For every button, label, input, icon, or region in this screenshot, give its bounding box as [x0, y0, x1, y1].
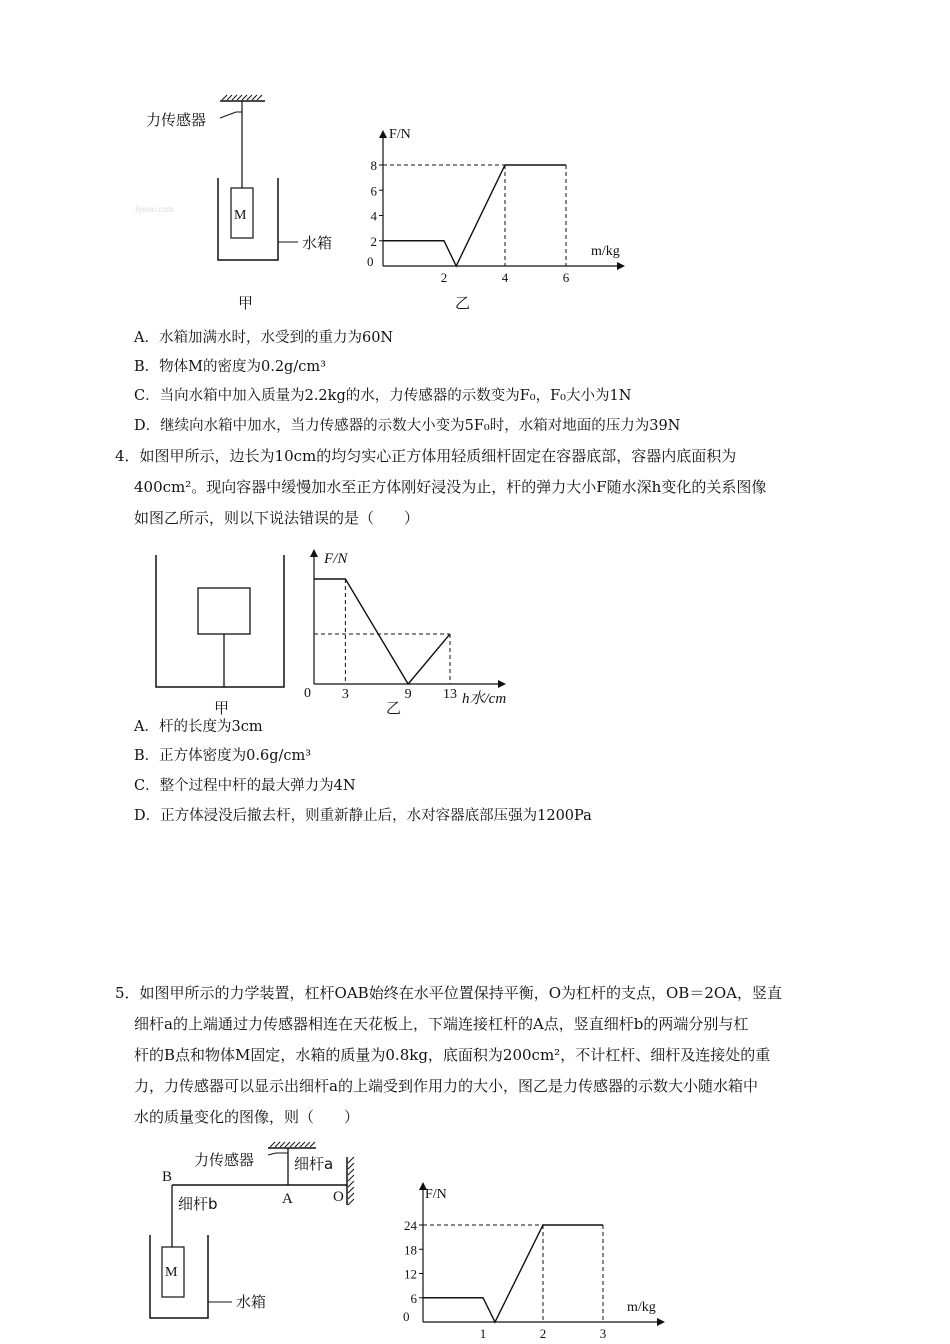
q5-stem-line5: 水的质量变化的图像，则（ ） — [134, 1108, 360, 1126]
q3-option-c[interactable]: C．当向水箱中加入质量为2.2kg的水，力传感器的示数变为F₀，F₀大小为1N — [134, 388, 632, 404]
q5-stem-line3: 杆的B点和物体M固定，水箱的质量为0.8kg，底面积为200cm²，不计杠杆、细杆及连接处的重 — [134, 1046, 771, 1064]
chart3-ytick-label: 4 — [370, 208, 377, 224]
q5-stem-line2: 细杆a的上端通过力传感器相连在天花板上，下端连接杠杆的A点，竖直细杆b的两端分别与杠 — [134, 1015, 749, 1033]
q4-option-c[interactable]: C．整个过程中杆的最大弹力为4N — [134, 778, 356, 794]
q4-stem-line3: 如图乙所示，则以下说法错误的是（ ） — [134, 509, 420, 527]
q4-caption-jia: 甲 — [214, 699, 230, 717]
point-o-label: O — [333, 1189, 344, 1205]
chart3-xtick-label: 4 — [501, 270, 509, 285]
q3-option-a[interactable]: A．水箱加满水时，水受到的重力为60N — [134, 330, 394, 346]
q4-option-d[interactable]: D．正方体浸没后撤去杆，则重新静止后，水对容器底部压强为1200Pa — [134, 808, 592, 824]
q3-option-b[interactable]: B．物体M的密度为0.2g/cm³ — [134, 359, 326, 375]
chart3-ytick-label: 6 — [370, 183, 377, 199]
chart4-xtick-label: 9 — [404, 687, 412, 702]
chart5-xtick-label: 3 — [599, 1326, 607, 1341]
rod-b-label: 细杆b — [178, 1195, 218, 1213]
sensor-label: 力传感器 — [146, 111, 207, 129]
q5-force-chart — [395, 1180, 675, 1344]
chart3-ytick-label: 8 — [370, 158, 377, 173]
q3-force-chart — [355, 120, 645, 315]
chart4-xtick-label: 3 — [341, 687, 349, 702]
chart5-ylabel: F/N — [425, 1187, 447, 1202]
chart3-xlabel: m/kg — [591, 244, 620, 259]
point-a-label: A — [282, 1191, 293, 1207]
block-label: M — [234, 208, 247, 223]
tank-label: 水箱 — [302, 234, 333, 252]
q5-tank-label: 水箱 — [236, 1293, 267, 1311]
chart3-origin: 0 — [367, 254, 374, 269]
chart3-ytick-label: 2 — [370, 233, 377, 249]
chart4-ylabel: F/N — [324, 551, 348, 567]
chart5-origin: 0 — [403, 1309, 410, 1324]
chart4-series-line — [314, 579, 450, 684]
chart4-xlabel: h水/cm — [462, 691, 507, 707]
chart5-ytick-label: 24 — [404, 1218, 417, 1233]
q4-figure-container — [145, 545, 295, 720]
chart5-ytick-label: 18 — [404, 1242, 417, 1258]
q5-stem-line1: 5．如图甲所示的力学装置，杠杆OAB始终在水平位置保持平衡，O为杠杆的支点，OB＝2OA，竖直 — [115, 984, 782, 1002]
chart3-xtick-label: 6 — [562, 270, 570, 285]
point-b-label: B — [162, 1169, 173, 1185]
chart3-xtick-label: 2 — [440, 270, 448, 285]
caption-jia: 甲 — [238, 294, 254, 312]
q5-stem-line4: 力，力传感器可以显示出细杆a的上端受到作用力的大小，图乙是力传感器的示数大小随水箱中 — [134, 1077, 758, 1095]
chart5-xtick-label: 2 — [539, 1326, 547, 1341]
q4-option-a[interactable]: A．杆的长度为3cm — [134, 719, 263, 735]
q5-figure-lever — [140, 1135, 370, 1344]
q5-sensor-label: 力传感器 — [194, 1151, 255, 1169]
rod-a-label: 细杆a — [294, 1155, 334, 1173]
caption-yi: 乙 — [455, 294, 471, 312]
q4-caption-yi: 乙 — [386, 699, 402, 717]
chart5-xtick-label: 1 — [479, 1326, 487, 1341]
chart5-ytick-label: 12 — [404, 1266, 417, 1282]
chart3-ylabel: F/N — [389, 127, 411, 142]
q3-figure-apparatus — [135, 90, 340, 320]
q4-stem-line2: 400cm²。现向容器中缓慢加水至正方体刚好浸没为止，杆的弹力大小F随水深h变化的关系图像 — [134, 478, 767, 496]
chart3-series-line — [383, 165, 566, 266]
chart4-origin: 0 — [304, 686, 311, 701]
q4-force-chart — [298, 545, 538, 720]
chart5-xlabel: m/kg — [627, 1300, 656, 1315]
chart5-ytick-label: 6 — [410, 1290, 417, 1306]
q4-option-b[interactable]: B．正方体密度为0.6g/cm³ — [134, 748, 312, 764]
q5-block-label: M — [165, 1265, 178, 1280]
watermark: Jyeoo.com — [135, 204, 174, 214]
chart4-xtick-label: 13 — [443, 687, 457, 702]
chart5-series-line — [423, 1225, 603, 1322]
q3-option-d[interactable]: D．继续向水箱中加水，当力传感器的示数大小变为5F₀时，水箱对地面的压力为39N — [134, 418, 681, 434]
q4-stem-line1: 4．如图甲所示，边长为10cm的均匀实心正方体用轻质细杆固定在容器底部，容器内底面积为 — [115, 447, 737, 465]
